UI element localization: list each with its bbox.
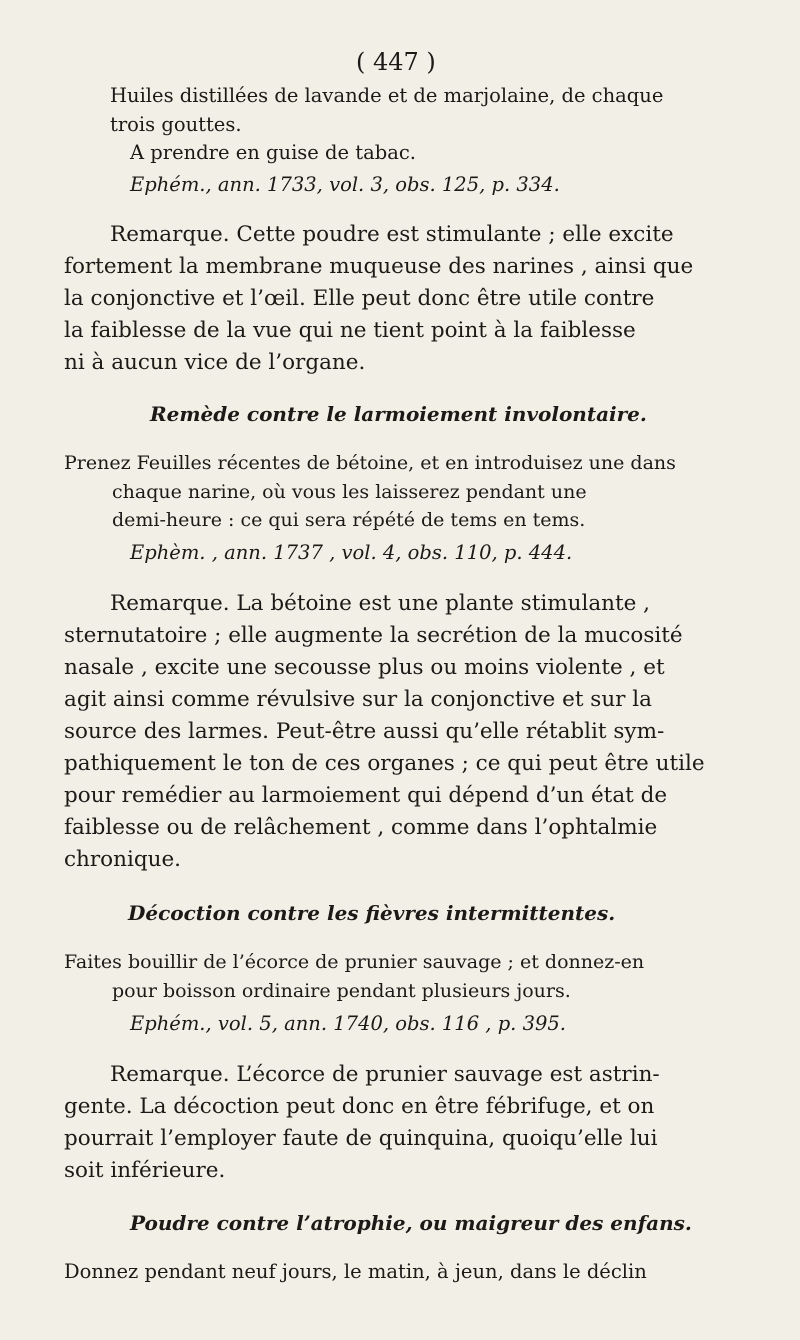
text-line: la faiblesse de la vue qui ne tient point à la faiblesse [64, 318, 636, 343]
section-heading: Décoction contre les fièvres intermittentes. [128, 901, 616, 925]
text-line: pourrait l’employer faute de quinquina, quoiqu’elle lui [64, 1126, 658, 1151]
text-line: ni à aucun vice de l’organe. [64, 350, 366, 375]
remark-line: Remarque. La bétoine est une plante stimulante , [110, 591, 651, 616]
text-line: A prendre en guise de tabac. [130, 141, 416, 164]
text-line: chaque narine, où vous les laisserez pendant une [112, 481, 587, 503]
text-line: trois gouttes. [110, 113, 242, 136]
text-line: agit ainsi comme révulsive sur la conjonctive et sur la [64, 687, 652, 712]
text-line: Prenez Feuilles récentes de bétoine, et en introduisez une dans [64, 452, 676, 474]
remark-line: Remarque. Cette poudre est stimulante ; elle excite [110, 222, 674, 247]
section-heading: Poudre contre l’atrophie, ou maigreur des enfans. [130, 1211, 692, 1235]
text-line: Faites bouillir de l’écorce de prunier sauvage ; et donnez-en [64, 951, 645, 973]
section-heading: Remède contre le larmoiement involontaire. [150, 402, 647, 426]
text-line: sternutatoire ; elle augmente la secrétion de la mucosité [64, 623, 683, 648]
page-number: ( 447 ) [356, 48, 436, 76]
citation: Ephèm. , ann. 1737 , vol. 4, obs. 110, p. 444. [130, 541, 573, 564]
text-line: fortement la membrane muqueuse des narines , ainsi que [64, 254, 694, 279]
citation: Ephém., ann. 1733, vol. 3, obs. 125, p. 334. [130, 173, 560, 196]
text-line: gente. La décoction peut donc en être fébrifuge, et on [64, 1094, 655, 1119]
text-line: source des larmes. Peut-être aussi qu’elle rétablit sym- [64, 719, 665, 744]
text-line: faiblesse ou de relâchement , comme dans l’ophtalmie [64, 815, 658, 840]
remark-line: Remarque. L’écorce de prunier sauvage est astrin- [110, 1062, 660, 1087]
text-line: demi-heure : ce qui sera répété de tems en tems. [112, 509, 586, 531]
citation: Ephém., vol. 5, ann. 1740, obs. 116 , p. 395. [130, 1012, 566, 1035]
text-line: chronique. [64, 847, 182, 872]
text-line: Donnez pendant neuf jours, le matin, à jeun, dans le déclin [64, 1260, 647, 1283]
text-line: pour remédier au larmoiement qui dépend d’un état de [64, 783, 668, 808]
text-line: soit inférieure. [64, 1158, 226, 1183]
text-line: pathiquement le ton de ces organes ; ce qui peut être utile [64, 751, 705, 776]
text-line: nasale , excite une secousse plus ou moins violente , et [64, 655, 665, 680]
text-line: la conjonctive et l’œil. Elle peut donc être utile contre [64, 286, 655, 311]
text-line: pour boisson ordinaire pendant plusieurs jours. [112, 980, 571, 1002]
text-line: Huiles distillées de lavande et de marjolaine, de chaque [110, 84, 664, 107]
